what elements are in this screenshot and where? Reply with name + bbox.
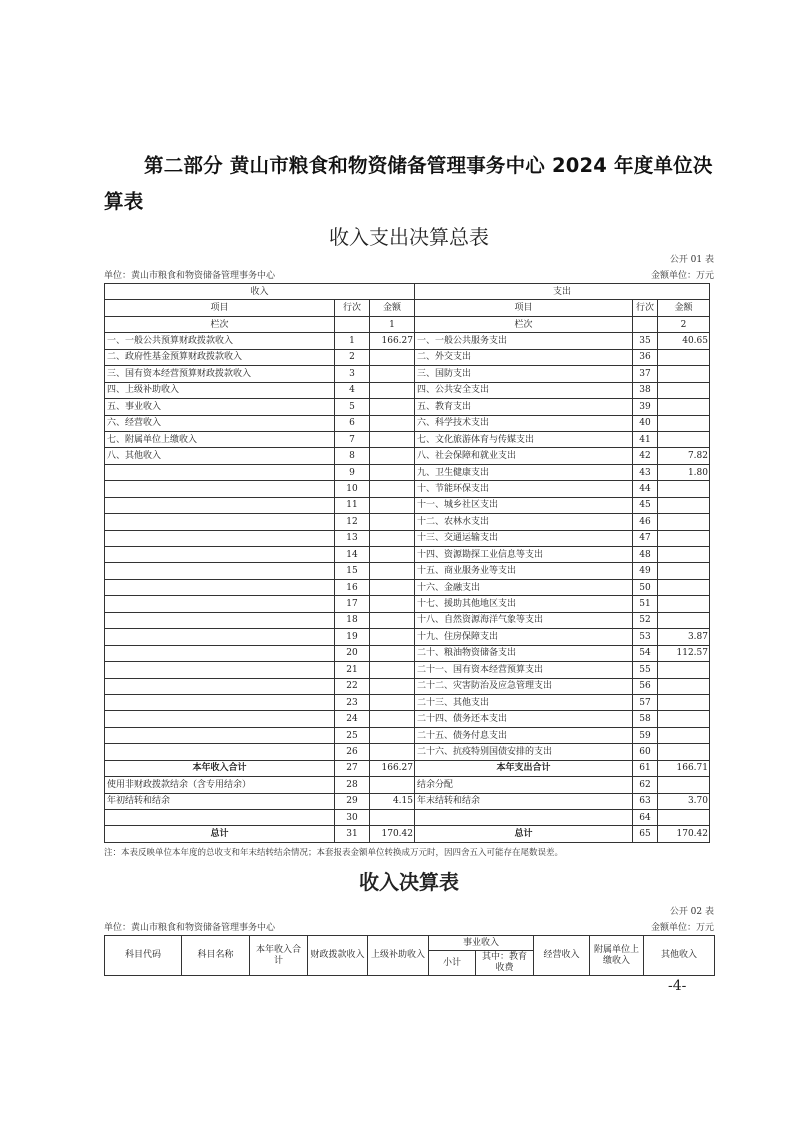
expense-index-value: 2	[658, 316, 710, 332]
income-line: 29	[335, 793, 370, 809]
income-item	[105, 744, 335, 760]
income-item	[105, 662, 335, 678]
income-line: 11	[335, 497, 370, 513]
income-line: 24	[335, 711, 370, 727]
table-row	[105, 366, 710, 382]
expense-amount: 166.71	[658, 760, 710, 776]
summary-table-title: 收入支出决算总表	[329, 225, 489, 249]
income-item	[105, 678, 335, 694]
table-row	[105, 431, 710, 447]
income-index-value: 1	[370, 316, 415, 332]
income-item: 六、经营收入	[105, 415, 335, 431]
income-line: 19	[335, 629, 370, 645]
income-line: 21	[335, 662, 370, 678]
expense-amount	[658, 349, 710, 365]
expense-amount	[658, 366, 710, 382]
table-row	[105, 382, 710, 398]
income-line: 17	[335, 596, 370, 612]
income-line: 1	[335, 333, 370, 349]
expense-line: 54	[633, 645, 658, 661]
income-amount: 166.27	[370, 333, 415, 349]
table-row	[105, 547, 710, 563]
header-business-subtotal: 小计	[429, 951, 476, 976]
expense-amount	[658, 744, 710, 760]
income-amount	[370, 563, 415, 579]
expense-line: 47	[633, 530, 658, 546]
table-row	[105, 810, 710, 826]
expense-item: 二十五、债务付息支出	[415, 727, 633, 743]
header-affiliated: 附属单位上缴收入	[590, 936, 644, 976]
income-item	[105, 711, 335, 727]
income-amount	[370, 481, 415, 497]
header-business-group: 事业收入	[429, 936, 534, 951]
expense-amount: 3.70	[658, 793, 710, 809]
expense-index-label: 栏次	[415, 316, 633, 332]
income-amount	[370, 497, 415, 513]
expense-item: 十六、金融支出	[415, 579, 633, 595]
summary-index-row	[105, 316, 710, 332]
income-amount	[370, 514, 415, 530]
income-item	[105, 612, 335, 628]
expense-index-line	[633, 316, 658, 332]
expense-amount	[658, 711, 710, 727]
expense-amount	[658, 662, 710, 678]
summary-table	[104, 283, 710, 843]
table-row	[105, 399, 710, 415]
expense-amount	[658, 481, 710, 497]
expense-item: 十八、自然资源海洋气象等支出	[415, 612, 633, 628]
expense-amount	[658, 547, 710, 563]
expense-header: 支出	[415, 284, 710, 300]
income-line: 27	[335, 760, 370, 776]
expense-item: 十四、资源勘探工业信息等支出	[415, 547, 633, 563]
income-item	[105, 530, 335, 546]
income-amount	[370, 596, 415, 612]
expense-line: 59	[633, 727, 658, 743]
expense-item: 二十一、国有资本经营预算支出	[415, 662, 633, 678]
table-row	[105, 514, 710, 530]
expense-item: 二、外交支出	[415, 349, 633, 365]
expense-line: 63	[633, 793, 658, 809]
table-row	[105, 793, 710, 809]
income-amount	[370, 727, 415, 743]
income-amount	[370, 399, 415, 415]
income-amount	[370, 629, 415, 645]
income-line: 4	[335, 382, 370, 398]
expense-line: 44	[633, 481, 658, 497]
income-item: 五、事业收入	[105, 399, 335, 415]
expense-item: 十三、交通运输支出	[415, 530, 633, 546]
income-unit-line	[104, 922, 714, 934]
header-superior: 上级补助收入	[368, 936, 429, 976]
income-amount: 166.27	[370, 760, 415, 776]
expense-item: 本年支出合计	[415, 760, 633, 776]
expense-line: 35	[633, 333, 658, 349]
income-table-title: 收入决算表	[359, 870, 459, 894]
table-row	[105, 826, 710, 842]
income-code-line	[104, 906, 714, 918]
income-amount	[370, 777, 415, 793]
part-title: 第二部分 黄山市粮食和物资储备管理事务中心 2024 年度单位决算表	[104, 154, 713, 213]
income-line: 7	[335, 431, 370, 447]
header-subject-code: 科目代码	[105, 936, 182, 976]
expense-amount	[658, 530, 710, 546]
income-unit-label: 单位：黄山市粮食和物资储备管理事务中心	[104, 923, 276, 933]
income-amount	[370, 645, 415, 661]
expense-line: 41	[633, 431, 658, 447]
expense-amount	[658, 563, 710, 579]
expense-col-item: 项目	[415, 300, 633, 316]
expense-line: 57	[633, 694, 658, 710]
income-amount	[370, 612, 415, 628]
income-line: 9	[335, 464, 370, 480]
table-row	[105, 727, 710, 743]
expense-item: 二十六、抗疫特别国债安排的支出	[415, 744, 633, 760]
income-col-item: 项目	[105, 300, 335, 316]
summary-note: 注：本表反映单位本年度的总收支和年末结转结余情况；本套报表金额单位转换成万元时，因四舍五入可能存在尾数误差。	[104, 848, 564, 858]
header-other: 其他收入	[644, 936, 715, 976]
table-row	[105, 596, 710, 612]
income-item	[105, 547, 335, 563]
income-line: 31	[335, 826, 370, 842]
expense-item: 十、节能环保支出	[415, 481, 633, 497]
summary-unit-line	[104, 270, 714, 282]
header-total: 本年收入合计	[250, 936, 308, 976]
expense-amount	[658, 678, 710, 694]
income-item: 四、上级补助收入	[105, 382, 335, 398]
expense-amount	[658, 514, 710, 530]
income-amount	[370, 694, 415, 710]
income-amount	[370, 415, 415, 431]
income-col-line: 行次	[335, 300, 370, 316]
expense-item: 十五、商业服务业等支出	[415, 563, 633, 579]
income-header: 收入	[105, 284, 415, 300]
expense-item: 十二、农林水支出	[415, 514, 633, 530]
income-line: 20	[335, 645, 370, 661]
expense-line: 40	[633, 415, 658, 431]
expense-amount	[658, 382, 710, 398]
expense-line: 61	[633, 760, 658, 776]
expense-line: 53	[633, 629, 658, 645]
summary-section-header	[105, 284, 710, 300]
expense-line: 45	[633, 497, 658, 513]
expense-line: 64	[633, 810, 658, 826]
expense-item: 总计	[415, 826, 633, 842]
income-amount	[370, 431, 415, 447]
expense-line: 58	[633, 711, 658, 727]
income-item	[105, 514, 335, 530]
income-item: 七、附属单位上缴收入	[105, 431, 335, 447]
income-amount	[370, 464, 415, 480]
summary-unit-label: 单位：黄山市粮食和物资储备管理事务中心	[104, 271, 276, 281]
expense-line: 65	[633, 826, 658, 842]
income-line: 6	[335, 415, 370, 431]
income-index-line	[335, 316, 370, 332]
expense-item: 一、一般公共服务支出	[415, 333, 633, 349]
expense-amount: 1.80	[658, 464, 710, 480]
income-item	[105, 645, 335, 661]
income-amount	[370, 810, 415, 826]
income-line: 2	[335, 349, 370, 365]
table-row	[105, 579, 710, 595]
table-row	[105, 481, 710, 497]
income-line: 10	[335, 481, 370, 497]
expense-line: 50	[633, 579, 658, 595]
expense-amount	[658, 777, 710, 793]
table-row	[105, 497, 710, 513]
income-line: 8	[335, 448, 370, 464]
income-line: 26	[335, 744, 370, 760]
income-line: 18	[335, 612, 370, 628]
income-amount	[370, 530, 415, 546]
expense-item: 二十四、债务还本支出	[415, 711, 633, 727]
table-row	[105, 415, 710, 431]
header-subject-name: 科目名称	[182, 936, 250, 976]
expense-amount	[658, 694, 710, 710]
expense-line: 56	[633, 678, 658, 694]
expense-amount	[658, 399, 710, 415]
table-row	[105, 678, 710, 694]
income-item	[105, 579, 335, 595]
expense-line: 62	[633, 777, 658, 793]
income-amount	[370, 366, 415, 382]
table-row	[105, 760, 710, 776]
expense-amount: 170.42	[658, 826, 710, 842]
income-table-code: 公开 02 表	[669, 907, 714, 917]
income-table	[104, 935, 715, 976]
income-item	[105, 694, 335, 710]
page-number: -4-	[668, 978, 687, 994]
expense-amount: 3.87	[658, 629, 710, 645]
table-row	[105, 645, 710, 661]
header-business-edu: 其中：教育收费	[476, 951, 534, 976]
expense-amount	[658, 810, 710, 826]
header-fiscal: 财政拨款收入	[308, 936, 368, 976]
table-row	[105, 563, 710, 579]
expense-line: 60	[633, 744, 658, 760]
table-row	[105, 744, 710, 760]
summary-amount-unit: 金额单位：万元	[650, 271, 714, 281]
summary-code-line	[104, 254, 714, 266]
income-line: 25	[335, 727, 370, 743]
income-amount-unit: 金额单位：万元	[650, 923, 714, 933]
income-amount	[370, 448, 415, 464]
expense-line: 48	[633, 547, 658, 563]
income-item	[105, 727, 335, 743]
expense-line: 39	[633, 399, 658, 415]
expense-amount	[658, 415, 710, 431]
expense-col-amount: 金额	[658, 300, 710, 316]
expense-col-line: 行次	[633, 300, 658, 316]
expense-line: 49	[633, 563, 658, 579]
expense-line: 51	[633, 596, 658, 612]
expense-item: 二十、粮油物资储备支出	[415, 645, 633, 661]
expense-amount: 40.65	[658, 333, 710, 349]
table-row	[105, 464, 710, 480]
summary-table-code: 公开 01 表	[669, 255, 714, 265]
expense-item: 三、国防支出	[415, 366, 633, 382]
income-line: 3	[335, 366, 370, 382]
income-item	[105, 563, 335, 579]
table-row	[105, 694, 710, 710]
expense-item: 结余分配	[415, 777, 633, 793]
expense-item: 年末结转和结余	[415, 793, 633, 809]
income-item: 八、其他收入	[105, 448, 335, 464]
income-line: 22	[335, 678, 370, 694]
header-operating: 经营收入	[534, 936, 590, 976]
expense-item: 二十三、其他支出	[415, 694, 633, 710]
income-amount	[370, 579, 415, 595]
expense-amount: 7.82	[658, 448, 710, 464]
income-item: 三、国有资本经营预算财政拨款收入	[105, 366, 335, 382]
expense-amount	[658, 497, 710, 513]
income-item: 二、政府性基金预算财政拨款收入	[105, 349, 335, 365]
income-item: 本年收入合计	[105, 760, 335, 776]
income-col-amount: 金额	[370, 300, 415, 316]
table-row	[105, 662, 710, 678]
expense-amount	[658, 579, 710, 595]
expense-item: 七、文化旅游体育与传媒支出	[415, 431, 633, 447]
income-amount: 4.15	[370, 793, 415, 809]
income-item	[105, 810, 335, 826]
expense-item: 五、教育支出	[415, 399, 633, 415]
income-index-label: 栏次	[105, 316, 335, 332]
expense-item	[415, 810, 633, 826]
expense-line: 46	[633, 514, 658, 530]
table-row	[105, 629, 710, 645]
income-line: 12	[335, 514, 370, 530]
income-item	[105, 464, 335, 480]
expense-amount	[658, 727, 710, 743]
income-item: 一、一般公共预算财政拨款收入	[105, 333, 335, 349]
income-amount	[370, 744, 415, 760]
expense-item: 六、科学技术支出	[415, 415, 633, 431]
income-line: 30	[335, 810, 370, 826]
income-item	[105, 629, 335, 645]
expense-item: 八、社会保障和就业支出	[415, 448, 633, 464]
income-line: 15	[335, 563, 370, 579]
income-amount	[370, 382, 415, 398]
table-row	[105, 711, 710, 727]
expense-amount	[658, 612, 710, 628]
summary-column-header	[105, 300, 710, 316]
expense-item: 二十二、灾害防治及应急管理支出	[415, 678, 633, 694]
expense-line: 42	[633, 448, 658, 464]
expense-item: 十七、援助其他地区支出	[415, 596, 633, 612]
expense-amount	[658, 431, 710, 447]
income-item: 使用非财政拨款结余（含专用结余）	[105, 777, 335, 793]
income-amount	[370, 678, 415, 694]
income-amount	[370, 662, 415, 678]
expense-line: 38	[633, 382, 658, 398]
expense-item: 十一、城乡社区支出	[415, 497, 633, 513]
income-item: 年初结转和结余	[105, 793, 335, 809]
expense-line: 36	[633, 349, 658, 365]
income-amount	[370, 349, 415, 365]
income-item	[105, 481, 335, 497]
income-line: 16	[335, 579, 370, 595]
table-row	[105, 777, 710, 793]
income-amount: 170.42	[370, 826, 415, 842]
table-row	[105, 448, 710, 464]
expense-amount: 112.57	[658, 645, 710, 661]
expense-line: 37	[633, 366, 658, 382]
income-amount	[370, 711, 415, 727]
expense-item: 九、卫生健康支出	[415, 464, 633, 480]
table-row	[105, 612, 710, 628]
income-item: 总计	[105, 826, 335, 842]
income-line: 5	[335, 399, 370, 415]
income-line: 23	[335, 694, 370, 710]
income-item	[105, 497, 335, 513]
income-line: 13	[335, 530, 370, 546]
expense-amount	[658, 596, 710, 612]
income-amount	[370, 547, 415, 563]
expense-item: 四、公共安全支出	[415, 382, 633, 398]
table-row	[105, 530, 710, 546]
income-item	[105, 596, 335, 612]
income-line: 28	[335, 777, 370, 793]
expense-line: 55	[633, 662, 658, 678]
table-row	[105, 349, 710, 365]
expense-line: 52	[633, 612, 658, 628]
table-row	[105, 333, 710, 349]
expense-item: 十九、住房保障支出	[415, 629, 633, 645]
income-line: 14	[335, 547, 370, 563]
expense-line: 43	[633, 464, 658, 480]
